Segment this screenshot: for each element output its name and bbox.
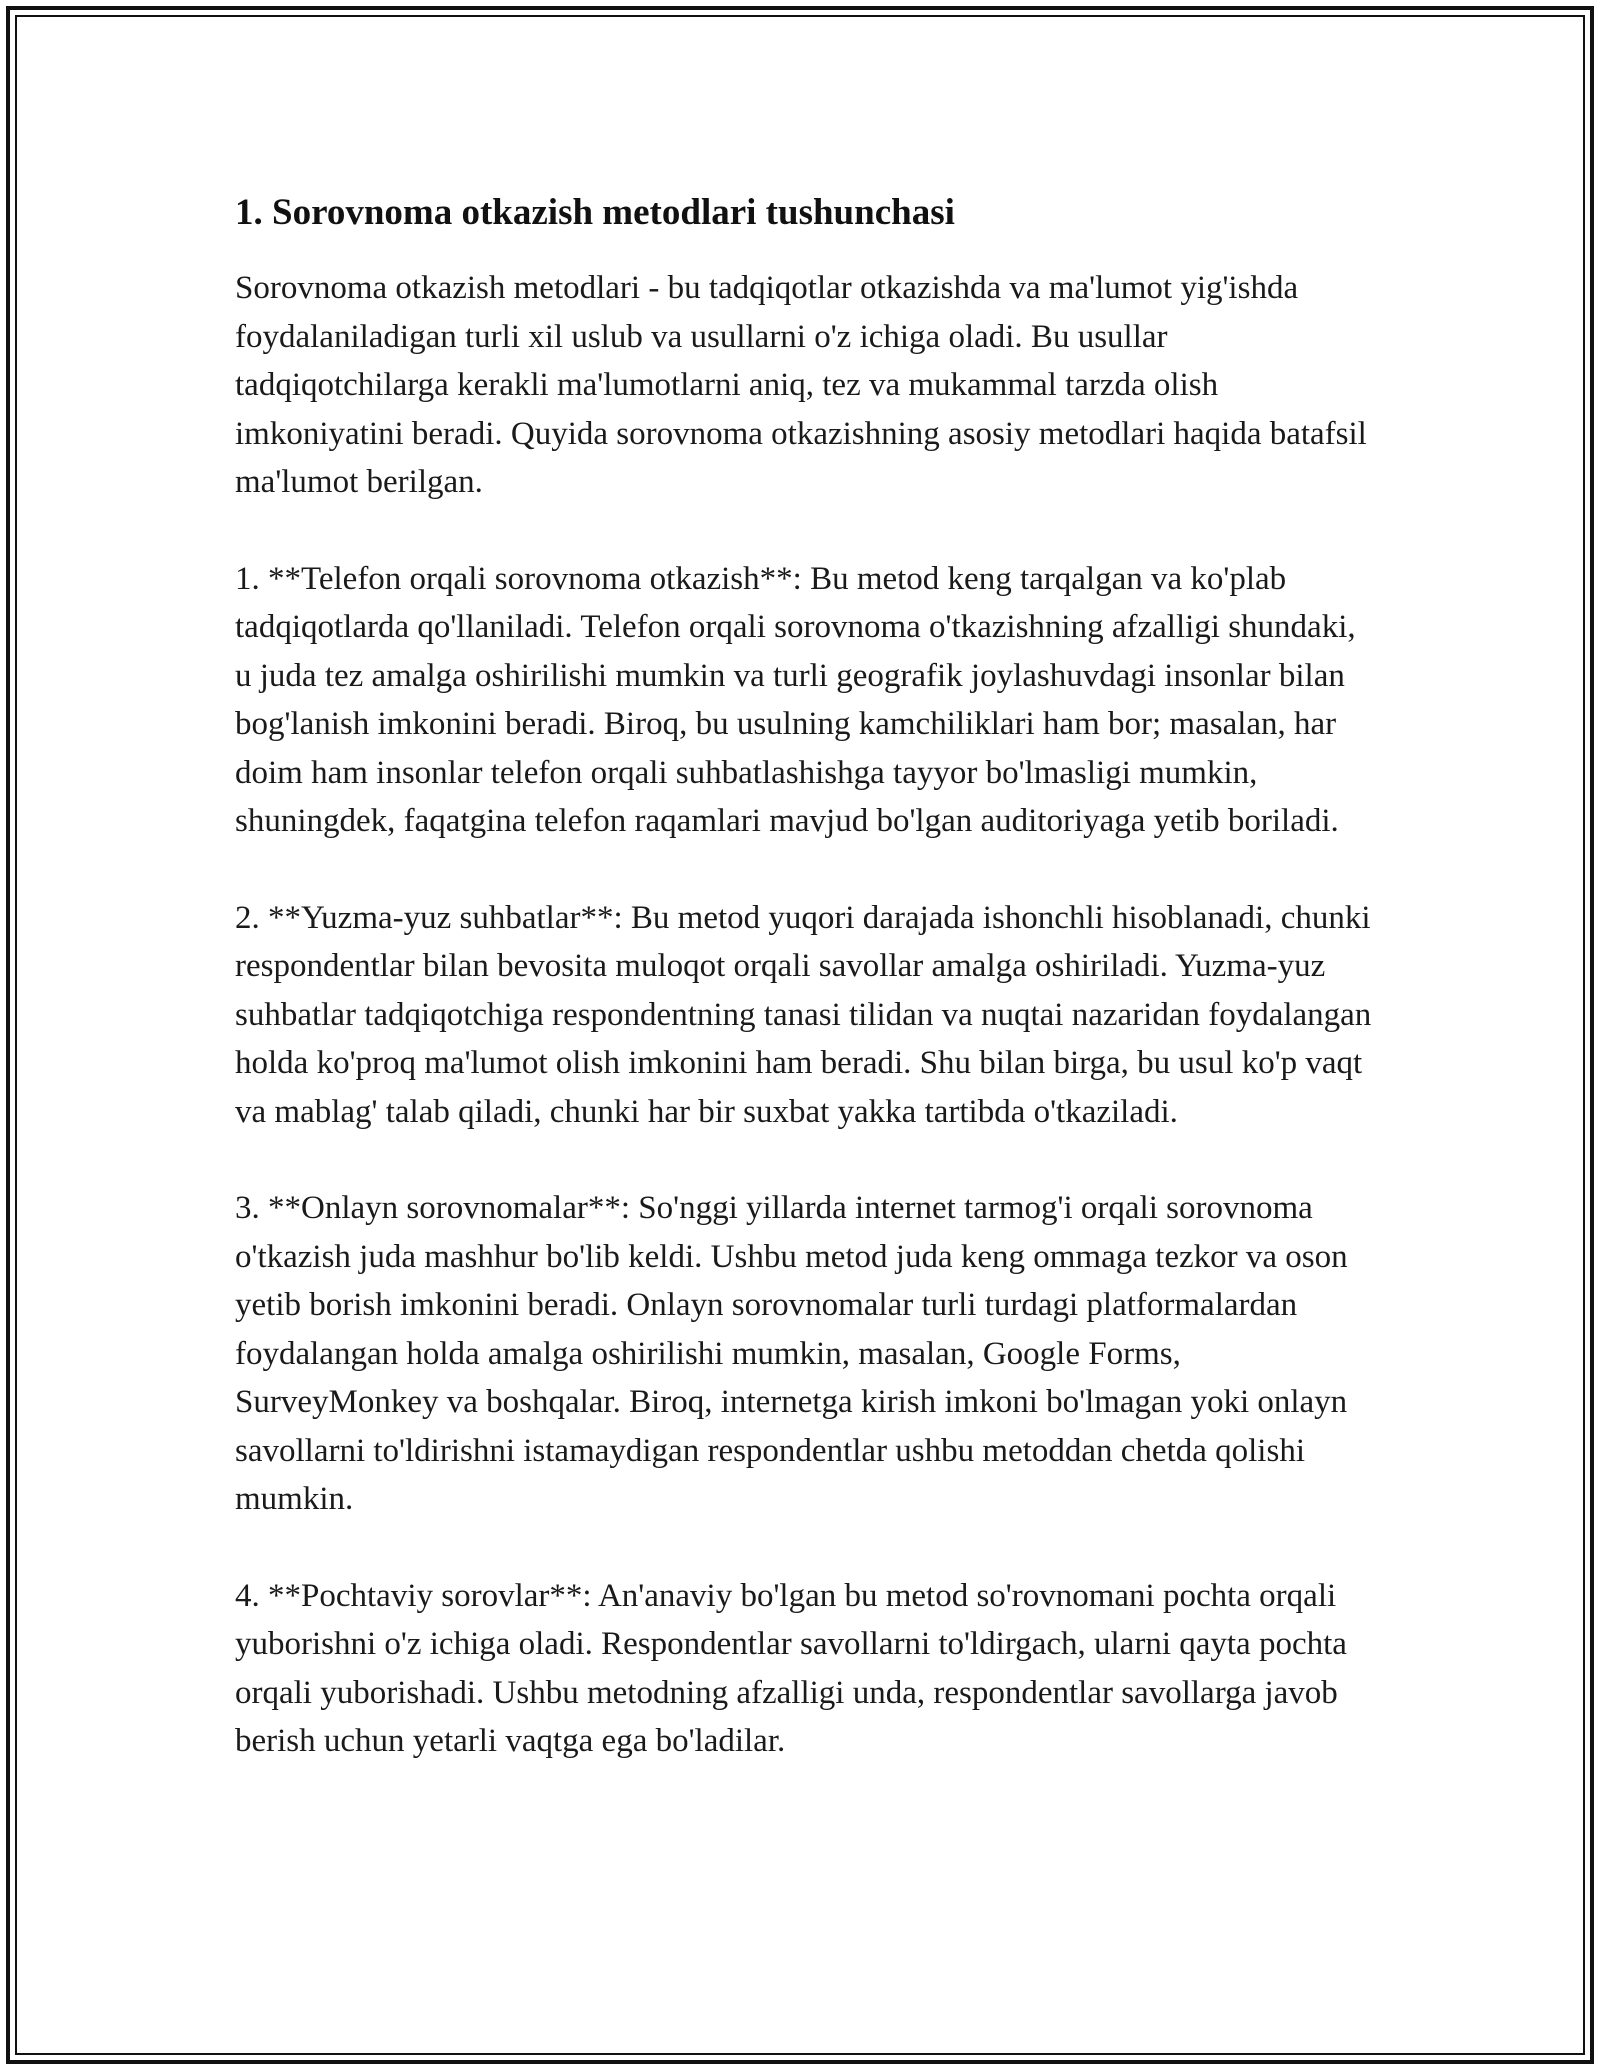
method-face-to-face-paragraph: 2. **Yuzma-yuz suhbatlar**: Bu metod yuqori darajada ishonchli hisoblanadi, chunki respondentlar bilan bevosita muloqot orqali savollar amalga oshiriladi. Yuzma-yuz suhbatlar tadqiqotchiga respondentning tanasi tilidan va nuqtai nazaridan foydalangan holda ko'proq ma'lumot olish imkonini ham beradi. Shu bilan birga, bu usul ko'p vaqt va mablag' talab qiladi, chunki har bir suxbat yakka tartibda o'tkaziladi. (235, 899, 1372, 1130)
intro-paragraph: Sorovnoma otkazish metodlari - bu tadqiqotlar otkazishda va ma'lumot yig'ishda foydalaniladigan turli xil uslub va usullarni o'z ichiga oladi. Bu usullar tadqiqotchilarga kerakli ma'lumotlarni aniq, tez va mukammal tarzda olish imkoniyatini beradi. Quyida sorovnoma otkazishning asosiy metodlari haqida batafsil ma'lumot berilgan. (235, 270, 1367, 500)
document-body (235, 186, 1375, 1814)
section-heading: 1. Sorovnoma otkazish metodlari tushunchasi (235, 192, 955, 233)
method-online-paragraph: 3. **Onlayn sorovnomalar**: So'nggi yillarda internet tarmog'i orqali sorovnoma o'tkazish juda mashhur bo'lib keldi. Ushbu metod juda keng ommaga tezkor va oson yetib borish imkonini beradi. Onlayn sorovnomalar turli turdagi platformalardan foydalangan holda amalga oshirilishi mumkin, masalan, Google Forms, SurveyMonkey va boshqalar. Biroq, internetga kirish imkoni bo'lmagan yoki onlayn savollarni to'ldirishni istamaydigan respondentlar ushbu metoddan chetda qolishi mumkin. (235, 1190, 1348, 1517)
method-telephone-paragraph: 1. **Telefon orqali sorovnoma otkazish**: Bu metod keng tarqalgan va ko'plab tadqiqotlarda qo'llaniladi. Telefon orqali sorovnoma o'tkazishning afzalligi shundaki, u juda tez amalga oshirilishi mumkin va turli geografik joylashuvdagi insonlar bilan bog'lanish imkonini beradi. Biroq, bu usulning kamchiliklari ham bor; masalan, har doim ham insonlar telefon orqali suhbatlashishga tayyor bo'lmasligi mumkin, shuningdek, faqatgina telefon raqamlari mavjud bo'lgan auditoriyaga yetib boriladi. (235, 560, 1356, 839)
method-postal-paragraph: 4. **Pochtaviy sorovlar**: An'anaviy bo'lgan bu metod so'rovnomani pochta orqali yuborishni o'z ichiga oladi. Respondentlar savollarni to'ldirgach, ularni qayta pochta orqali yuborishadi. Ushbu metodning afzalligi unda, respondentlar savollarga javob berish uchun yetarli vaqtga ega bo'ladilar. (235, 1577, 1347, 1759)
